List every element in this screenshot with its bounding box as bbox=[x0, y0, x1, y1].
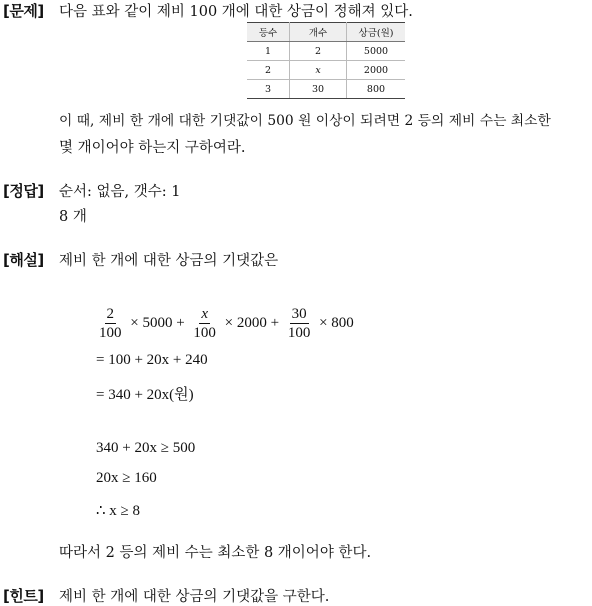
solution-conclusion: 따라서 2 등의 제비 수는 최소한 8 개이어야 한다. bbox=[59, 545, 372, 561]
prize-table bbox=[247, 22, 405, 99]
hint-tag: [힌트] bbox=[3, 587, 44, 605]
cell-prize: 5000 bbox=[347, 42, 406, 61]
answer-line1: 순서: 없음, 갯수: 1 bbox=[59, 184, 181, 200]
equation-step-2: = 100 + 20x + 240 bbox=[96, 352, 208, 368]
cell-rank: 1 bbox=[247, 42, 290, 61]
inequality-step-2: 20x ≥ 160 bbox=[96, 470, 157, 486]
header-prize: 상금(원) bbox=[347, 23, 406, 42]
fraction: $\frac{2}{100}$ bbox=[99, 306, 122, 341]
hint-text: 제비 한 개에 대한 상금의 기댓값을 구한다. bbox=[59, 589, 330, 605]
answer-line2: 8 개 bbox=[59, 209, 87, 225]
expr-term: × 2000 + bbox=[224, 314, 280, 331]
table-row bbox=[247, 61, 405, 80]
prize-table-header bbox=[247, 23, 405, 42]
cell-count: x bbox=[290, 61, 347, 80]
cell-count: 30 bbox=[290, 80, 347, 99]
expr-term: × 800 bbox=[319, 314, 354, 331]
solution-tag: [해설] bbox=[3, 251, 44, 269]
problem-tag: [문제] bbox=[3, 2, 44, 20]
fraction: $\frac{30}{100}$ bbox=[287, 306, 311, 341]
inequality-step-3: ∴ x ≥ 8 bbox=[96, 503, 141, 519]
cell-rank: 3 bbox=[247, 80, 290, 99]
problem-question-line2: 몇 개이어야 하는지 구하여라. bbox=[59, 140, 246, 156]
cell-prize: 2000 bbox=[347, 61, 406, 80]
equation-step-3: = 340 + 20x(원) bbox=[96, 387, 194, 403]
cell-count: 2 bbox=[290, 42, 347, 61]
problem-question-line1: 이 때, 제비 한 개에 대한 기댓값이 500 원 이상이 되려면 2 등의 제비 수는 최소한 bbox=[59, 113, 551, 129]
header-count: 개수 bbox=[290, 23, 347, 42]
problem-intro: 다음 표와 같이 제비 100 개에 대한 상금이 정해져 있다. bbox=[59, 4, 413, 20]
inequality-step-1: 340 + 20x ≥ 500 bbox=[96, 440, 196, 456]
table-row bbox=[247, 42, 405, 61]
fraction: $\frac{x}{100}$ bbox=[193, 306, 216, 341]
table-row bbox=[247, 80, 405, 99]
cell-prize: 800 bbox=[347, 80, 406, 99]
expected-value-expression bbox=[94, 306, 354, 341]
expr-term: × 5000 + bbox=[130, 314, 185, 331]
header-rank: 등수 bbox=[247, 23, 290, 42]
solution-intro: 제비 한 개에 대한 상금의 기댓값은 bbox=[59, 253, 279, 269]
answer-tag: [정답] bbox=[3, 182, 44, 200]
cell-rank: 2 bbox=[247, 61, 290, 80]
